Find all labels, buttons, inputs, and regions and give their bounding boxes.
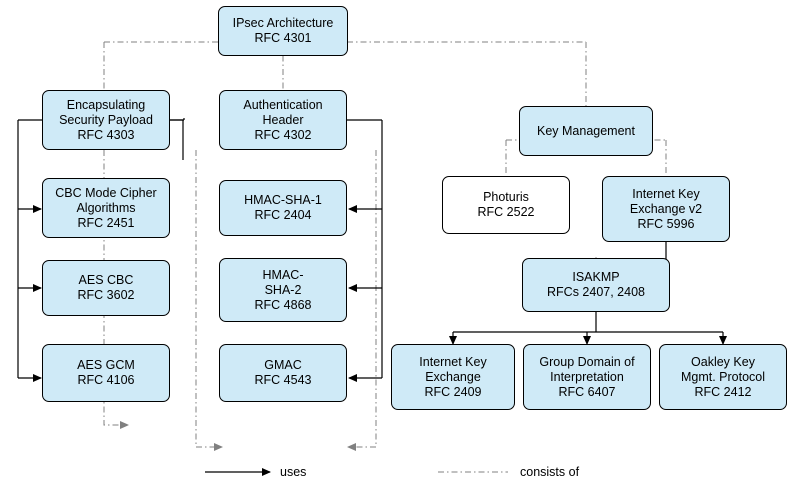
node-group-domain-of-interpretation[interactable] <box>523 344 651 410</box>
node-cbc-mode-cipher-algorithms[interactable] <box>42 178 170 238</box>
node-line: RFC 4303 <box>77 127 135 142</box>
node-gmac[interactable] <box>219 344 347 402</box>
node-line: CBC Mode Cipher <box>55 185 157 200</box>
node-authentication-header[interactable] <box>219 90 347 150</box>
node-line: Header <box>262 112 304 127</box>
node-line: SHA-2 <box>264 282 302 297</box>
node-line: Algorithms <box>76 200 136 215</box>
node-line: Security Payload <box>59 112 153 127</box>
node-line: Key Management <box>537 123 635 138</box>
legend-uses-label: uses <box>280 465 307 479</box>
node-line: AES GCM <box>77 358 135 372</box>
node-line: RFCs 2407, 2408 <box>547 285 645 299</box>
node-aes-gcm[interactable] <box>42 344 170 402</box>
node-line: Authentication <box>243 97 323 112</box>
node-hmac-sha-2[interactable] <box>219 258 347 322</box>
node-internet-key-exchange[interactable] <box>391 344 515 410</box>
node-line: RFC 2412 <box>694 384 752 399</box>
node-line: RFC 2451 <box>77 215 135 230</box>
node-line: HMAC- <box>262 267 304 282</box>
node-line: ISAKMP <box>572 270 620 284</box>
node-line: RFC 2522 <box>477 205 535 219</box>
node-isakmp[interactable] <box>522 258 670 312</box>
node-ipsec-architecture[interactable] <box>218 6 348 56</box>
node-line: Interpretation <box>550 369 624 384</box>
node-line: Oakley Key <box>691 354 755 369</box>
node-line: RFC 2404 <box>254 208 312 222</box>
node-photuris[interactable] <box>442 176 570 234</box>
node-hmac-sha-1[interactable] <box>219 180 347 236</box>
node-line: RFC 4868 <box>254 297 312 312</box>
node-line: HMAC-SHA-1 <box>244 193 322 207</box>
node-line: GMAC <box>264 358 302 372</box>
node-line: Mgmt. Protocol <box>680 369 766 384</box>
node-line: IPsec Architecture <box>232 16 334 30</box>
node-key-management[interactable] <box>519 106 653 156</box>
node-internet-key-exchange-v2[interactable] <box>602 176 730 242</box>
node-line: Encapsulating <box>66 97 146 112</box>
node-line: RFC 6407 <box>558 384 616 399</box>
node-aes-cbc[interactable] <box>42 260 170 316</box>
node-line: Internet Key <box>632 186 700 201</box>
node-line: Internet Key <box>419 354 487 369</box>
node-line: RFC 4302 <box>254 127 312 142</box>
node-line: Exchange v2 <box>629 201 703 216</box>
node-line: AES CBC <box>78 273 134 287</box>
node-esp[interactable] <box>42 90 170 150</box>
node-line: RFC 4543 <box>254 373 312 387</box>
node-line: Group Domain of <box>539 354 635 369</box>
node-line: RFC 3602 <box>77 288 135 302</box>
node-line: Exchange <box>425 369 481 384</box>
legend-consists-of-label: consists of <box>520 465 580 479</box>
node-line: Photuris <box>483 190 529 204</box>
node-line: RFC 4106 <box>77 373 135 387</box>
node-line: RFC 2409 <box>424 384 482 399</box>
node-oakley-key-mgmt-protocol[interactable] <box>659 344 787 410</box>
node-line: RFC 4301 <box>254 31 312 45</box>
node-line: RFC 5996 <box>637 216 695 231</box>
